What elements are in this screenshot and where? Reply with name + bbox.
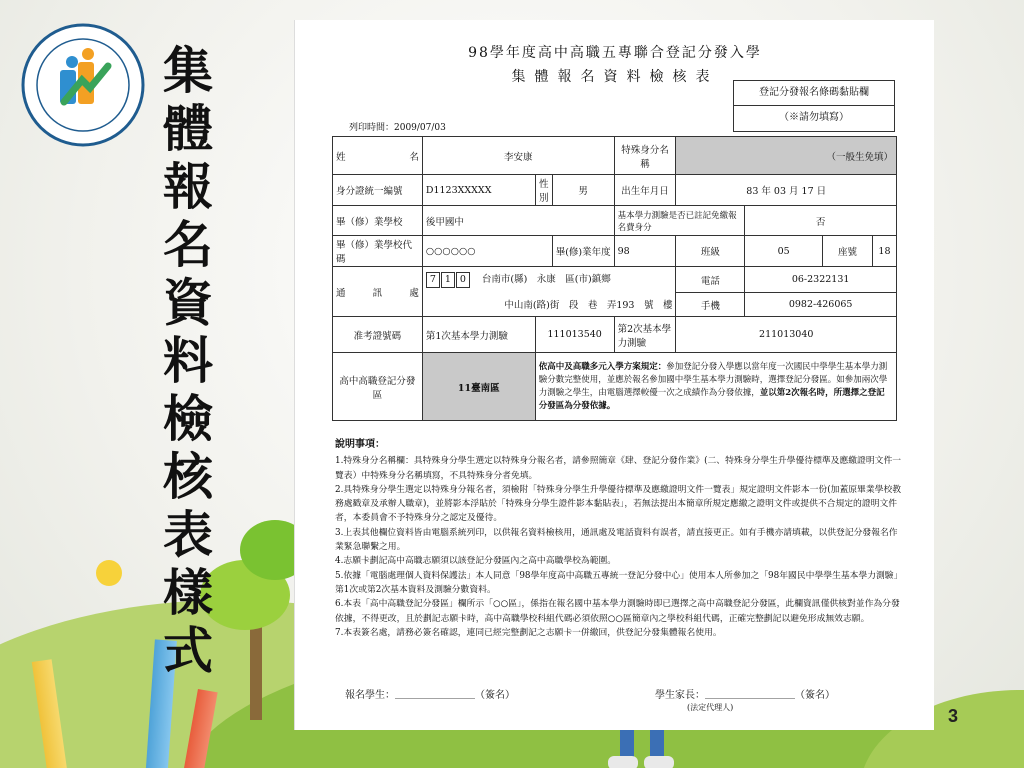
- barcode-sticker-box: [733, 80, 895, 132]
- district-value: 11臺南區: [422, 353, 535, 421]
- rule-text-emphasis: 並以第2次報名時，所選擇之登記分發區為分發依據。: [538, 387, 885, 411]
- title-character: 核: [163, 447, 213, 506]
- gender-label: 性別: [535, 175, 552, 206]
- page-number: 3: [948, 706, 959, 726]
- organization-logo: [20, 22, 146, 148]
- birth-value: 83 年 03 月 17 日: [676, 175, 897, 206]
- instructions-heading: 說明事項：: [335, 439, 385, 450]
- instruction-item: 1.特殊身分名稱欄：具特殊身分學生選定以特殊身分報名者，請參照簡章《肆、登記分發作業》(二、特殊身分學生升學優待標準及應繳證明文件一覽表）中特殊身分名稱填寫，不具特殊身分者免填。: [335, 456, 902, 481]
- test1-label: 第1次基本學力測驗: [422, 317, 535, 353]
- print-date: 列印時間：2009/07/03: [349, 123, 446, 133]
- rule-text-body: 參加登記分發入學應以當年度一次國民中學學生基本學力測驗分數完整使用，並應於報名參加國中學生基本學力測驗時，選擇登記分發區。如參加兩次學力測驗之學生，由電腦選擇較優一次之成績作為分發依據，: [538, 361, 888, 398]
- phone-value: 06-2322131: [745, 267, 897, 293]
- tree-trunk-decoration: [250, 620, 262, 720]
- school-code-value: ○○○○○○: [422, 236, 552, 267]
- school-label: 畢（修）業學校: [333, 206, 423, 236]
- barcode-box-header: 登記分發報名條碼黏貼欄: [734, 81, 894, 106]
- class-label: 班級: [676, 236, 745, 267]
- phone-label: 電話: [676, 267, 745, 293]
- title-character: 檢: [163, 389, 213, 448]
- instruction-item: 4.志願卡劃記高中高職志願須以該登記分發區內之高中高職學校為範圍。: [335, 556, 617, 567]
- school-value: 後甲國中: [422, 206, 614, 236]
- grad-year-label: 畢(修)業年度: [552, 236, 614, 267]
- seat-label: 座號: [823, 236, 873, 267]
- vertical-slide-title: [158, 42, 218, 680]
- legal-guardian-note: (法定代理人): [687, 703, 734, 712]
- test2-label: 第2次基本學力測驗: [614, 317, 676, 353]
- document-title: 98學年度高中高職五專聯合登記分發入學: [468, 45, 762, 61]
- registration-form-document: [294, 20, 934, 730]
- title-character: 資: [163, 273, 213, 332]
- instructions-section: [335, 438, 905, 640]
- id-value: D1123XXXXX: [422, 175, 535, 206]
- name-label: 姓 名: [333, 137, 423, 175]
- district-label: 高中高職登記分發區: [333, 353, 423, 421]
- title-character: 樣: [163, 563, 213, 622]
- address-label: 通訊處: [333, 267, 423, 317]
- zip-digit: 0: [456, 272, 470, 288]
- parent-signature-line[interactable]: 學生家長：＿＿＿＿＿＿＿＿＿（簽名）: [655, 690, 835, 701]
- instruction-item: 2.具特殊身分學生選定以特殊身分報名者，須檢附「特殊身分學生升學優待標準及應繳證明文件一覽表」規定證明文件影本一份(加蓋原畢業學校教務處戳章及承辦人職章)，並將影本浮貼於「特殊身分學生證件影本黏貼表」，若無法提出本簡章所規定應繳之證明文件或提供不合規定的證明文件者，本委員會不予特殊身分之認定及優待。: [335, 484, 902, 524]
- basic-test-value: 否: [745, 206, 897, 236]
- document-subtitle: 集體報名資料檢核表: [511, 69, 719, 85]
- instruction-item: 5.依據「電腦處理個人資料保護法」本人同意「98學年度高中高職五專統一登記分發中心」使用本人所參加之「98年國民中學學生基本學力測驗」第1次或第2次基本資料及測驗分數資料。: [335, 570, 903, 595]
- address-line2: 中山南(路)街 段 巷 弄193 號 樓: [422, 293, 676, 317]
- allocation-rule-text: [535, 353, 896, 421]
- exam-no-label: 准考證號碼: [333, 317, 423, 353]
- rule-text-heading: 依高中及高職多元入學方案規定：: [538, 361, 667, 372]
- test2-value: 211013040: [676, 317, 897, 353]
- title-character: 名: [163, 215, 213, 274]
- gender-value: 男: [552, 175, 614, 206]
- title-character: 體: [163, 99, 213, 158]
- instruction-item: 7.本表簽名處，請務必簽名確認，連同已經完整劃記之志願卡一併繳回，供登記分發集體報名使用。: [335, 627, 722, 638]
- seat-value: 18: [872, 236, 896, 267]
- mobile-label: 手機: [676, 293, 745, 317]
- sun-decoration: [96, 560, 122, 586]
- barcode-box-note: （※請勿填寫）: [779, 112, 849, 123]
- title-character: 集: [163, 41, 213, 100]
- instruction-item: 6.本表「高中高職登記分發區」欄所示「○○區」，係指在報名國中基本學力測驗時即已選擇之高中高職登記分發區，此欄資訊僅供核對並作為分發依據，不得更改，且於劃記志願卡時，高中高職學校科組代碼必須依照○○區簡章內之學校科組代碼，正確完整劃記以避免形成無效志願。: [335, 599, 900, 624]
- zip-digit: 7: [426, 272, 440, 288]
- title-character: 表: [163, 505, 213, 564]
- mobile-value: 0982-426065: [745, 293, 897, 317]
- title-character: 式: [163, 621, 213, 680]
- student-data-table: [332, 136, 897, 421]
- instruction-item: 3.上表其他欄位資料皆由電腦系統列印，以供報名資料檢核用，通訊處及電話資料有誤者，請直接更正。如有手機亦請填載，以供登記分發報名作業緊急聯繫之用。: [335, 527, 898, 553]
- class-value: 05: [745, 236, 823, 267]
- name-value: 李安康: [422, 137, 614, 175]
- student-signature-line[interactable]: 報名學生：＿＿＿＿＿＿＿＿（簽名）: [345, 690, 515, 701]
- grad-year-value: 98: [614, 236, 676, 267]
- school-code-label: 畢（修）業學校代碼: [333, 236, 423, 267]
- id-label: 身分證統一編號: [333, 175, 423, 206]
- birth-label: 出生年月日: [614, 175, 676, 206]
- address-line1-cell: [422, 267, 676, 293]
- basic-test-label: 基本學力測驗是否已註記免繳報名費身分: [614, 206, 745, 236]
- address-line1: 台南市(縣) 永康 區(市)鎮鄉: [481, 274, 611, 286]
- special-status-value: （一般生免填）: [676, 137, 897, 175]
- title-character: 料: [163, 331, 213, 390]
- test1-value: 111013540: [535, 317, 614, 353]
- title-character: 報: [163, 157, 213, 216]
- special-status-label: 特殊身分名稱: [614, 137, 676, 175]
- zip-digit: 1: [441, 272, 455, 288]
